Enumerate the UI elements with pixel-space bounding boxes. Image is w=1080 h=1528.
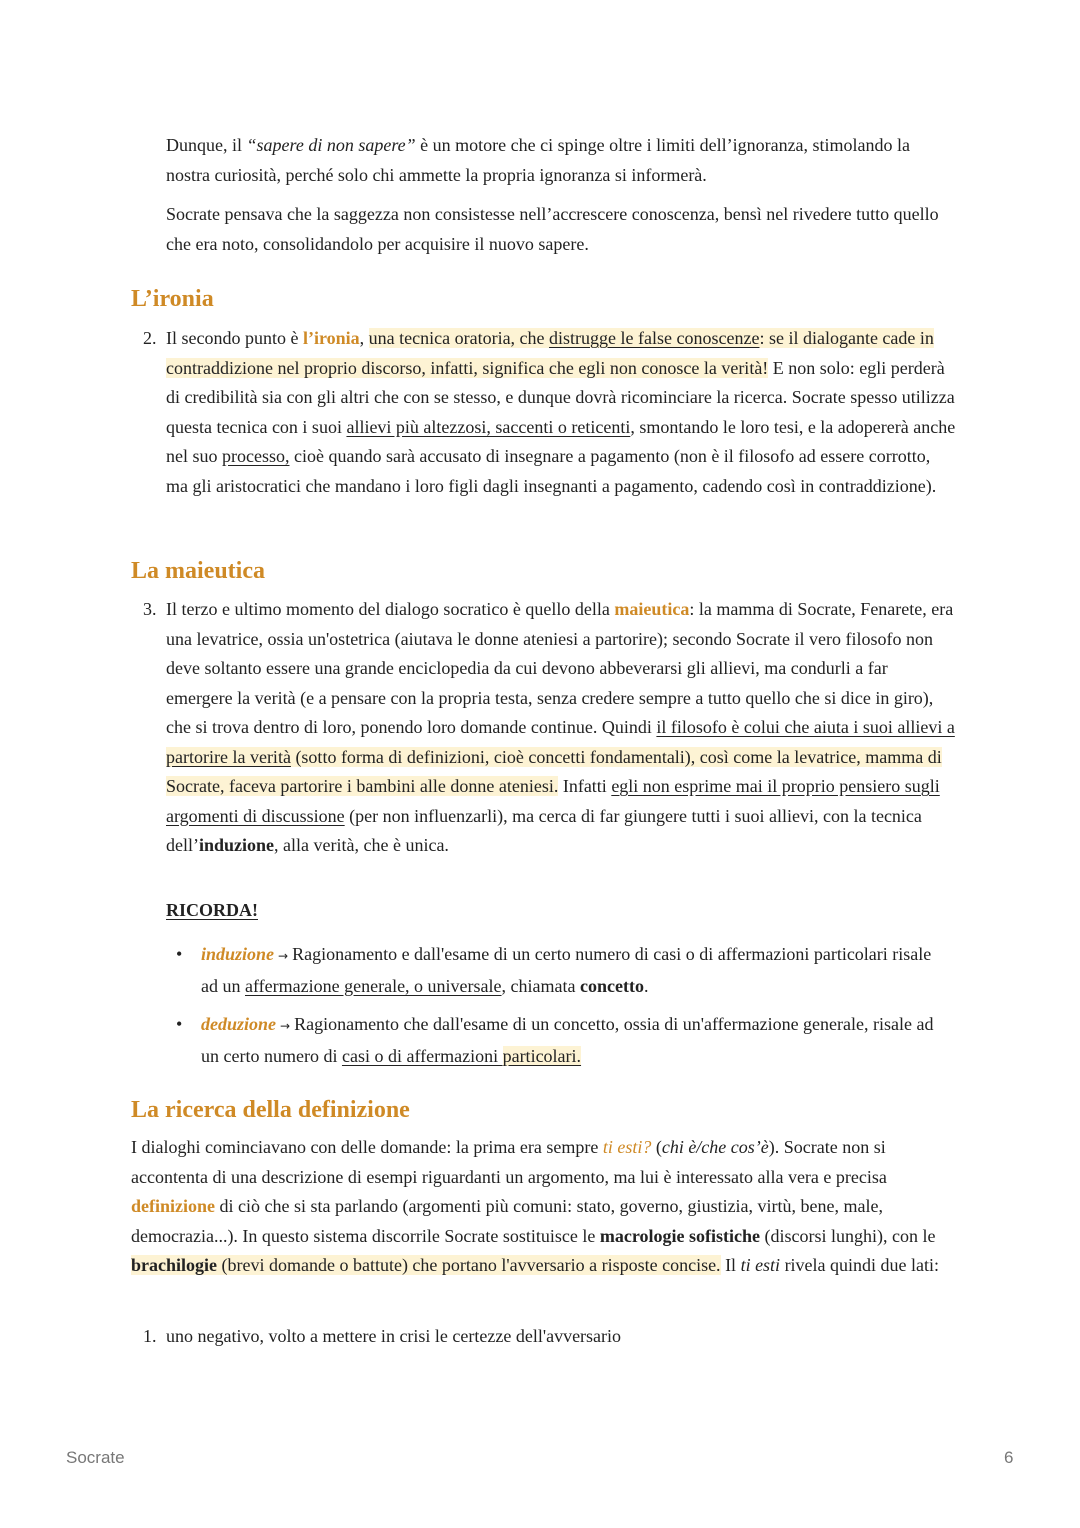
- definizione-paragraph: I dialoghi cominciavano con delle domande: la prima era sempre ti esti? (chi è/che cos’è). Socrate non si accontenta di una descrizione di esempi riguardanti un argomento, ma lui è interessato alla vera e precisa definizione di ciò che si sta parlando (argomenti più comuni: stato, governo, giustizia, virtù, bene, male, democrazia...). In questo sistema discorrile Socrate sostituisce le macrologie sofistiche (discorsi lunghi), con le brachilogie (brevi domande o battute) che portano l'avversario a risposte concise. Il ti esti rivela quindi due lati:: [131, 1137, 940, 1275]
- arrow-right-icon: →: [280, 1019, 291, 1033]
- heading-maieutica: La maieutica: [131, 558, 265, 584]
- list-number-1: 1.: [143, 1326, 157, 1346]
- definizione-list-item-1: uno negativo, volto a mettere in crisi le certezze dell'avversario: [166, 1326, 622, 1346]
- ricorda-item-induzione: induzione → Ragionamento e dall'esame di un certo numero di casi o di affermazioni particolari risale ad un affermazione generale, o universale, chiamata concetto.: [201, 944, 932, 996]
- highlight: una tecnica oratoria, che distrugge le false conoscenze: se il dialogante cade in contraddizione nel proprio discorso, infatti, significa che egli non conosce la verità!: [166, 328, 934, 378]
- list-number-2: 2.: [143, 328, 157, 348]
- intro-paragraph-1: Dunque, il “sapere di non sapere” è un motore che ci spinge oltre i limiti dell’ignoranza, stimolando la nostra curiosità, perché solo chi ammette la propria ignoranza si informerà.: [166, 135, 911, 185]
- ironia-paragraph: Il secondo punto è l’ironia, una tecnica oratoria, che distrugge le false conoscenze: se il dialogante cade in contraddizione nel proprio discorso, infatti, significa che egli non conosce la verità! E non solo: egli perderà di credibilità sia con gli altri che con se stesso, e dunque dovrà ricominciare la ricerca. Socrate spesso utilizza questa tecnica con i suoi allievi più altezzosi, saccenti o reticenti, smontando le loro tesi, e la adopererà anche nel suo processo, cioè quando sarà accusato di insegnare a pagamento (non è il filosofo ad essere corrotto, ma gli aristocratici che mandano i loro figli dagli insegnanti a pagamento, cadendo così in contraddizione).: [166, 328, 956, 496]
- maieutica-paragraph: Il terzo e ultimo momento del dialogo socratico è quello della maieutica: la mamma di Socrate, Fenarete, era una levatrice, ossia un'ostetrica (aiutava le donne ateniesi a partorire); secondo Socrate il vero filosofo non deve soltanto essere una grande enciclopedia da cui devono abbeverarsi gli allievi, ma condurli a far emergere la verità (e a pensare con la propria testa, senza credere sempre a tutto quello che si dice in giro), che si trova dentro di loro, ponendo loro domande continue. Quindi il filosofo è colui che aiuta i suoi allievi a partorire la verità (sotto forma di definizioni, cioè concetti fondamentali), così come la levatrice, mamma di Socrate, faceva partorire i bambini alle donne ateniesi. Infatti egli non esprime mai il proprio pensiero sugli argomenti di discussione (per non influenzarli), ma cerca di far giungere tutti i suoi allievi, con la tecnica dell’induzione, alla verità, che è unica.: [166, 599, 955, 855]
- highlight: partorire la verità (sotto forma di definizioni, cioè concetti fondamentali), così come la levatrice, mamma di Socrate, faceva partorire i bambini alle donne ateniesi.: [166, 746, 942, 796]
- page-number: 6: [1004, 1448, 1014, 1467]
- bullet-dot: •: [176, 944, 183, 964]
- highlight: brachilogie (brevi domande o battute) che portano l'avversario a risposte concise.: [131, 1255, 721, 1275]
- ricorda-label: RICORDA!: [166, 900, 258, 920]
- arrow-right-icon: →: [278, 949, 289, 963]
- heading-ironia: L’ironia: [131, 286, 214, 312]
- intro-paragraph-2: Socrate pensava che la saggezza non consistesse nell’accrescere conoscenza, bensì nel rivedere tutto quello che era noto, consolidandolo per acquisire il nuovo sapere.: [166, 204, 939, 254]
- list-number-3: 3.: [143, 599, 157, 619]
- footer-title: Socrate: [66, 1448, 125, 1467]
- heading-definizione: La ricerca della definizione: [131, 1097, 410, 1123]
- bullet-dot: •: [176, 1014, 183, 1034]
- ricorda-item-deduzione: deduzione → Ragionamento che dall'esame di un concetto, ossia di un'affermazione generale, risale ad un certo numero di casi o di affermazioni particolari.: [201, 1014, 934, 1066]
